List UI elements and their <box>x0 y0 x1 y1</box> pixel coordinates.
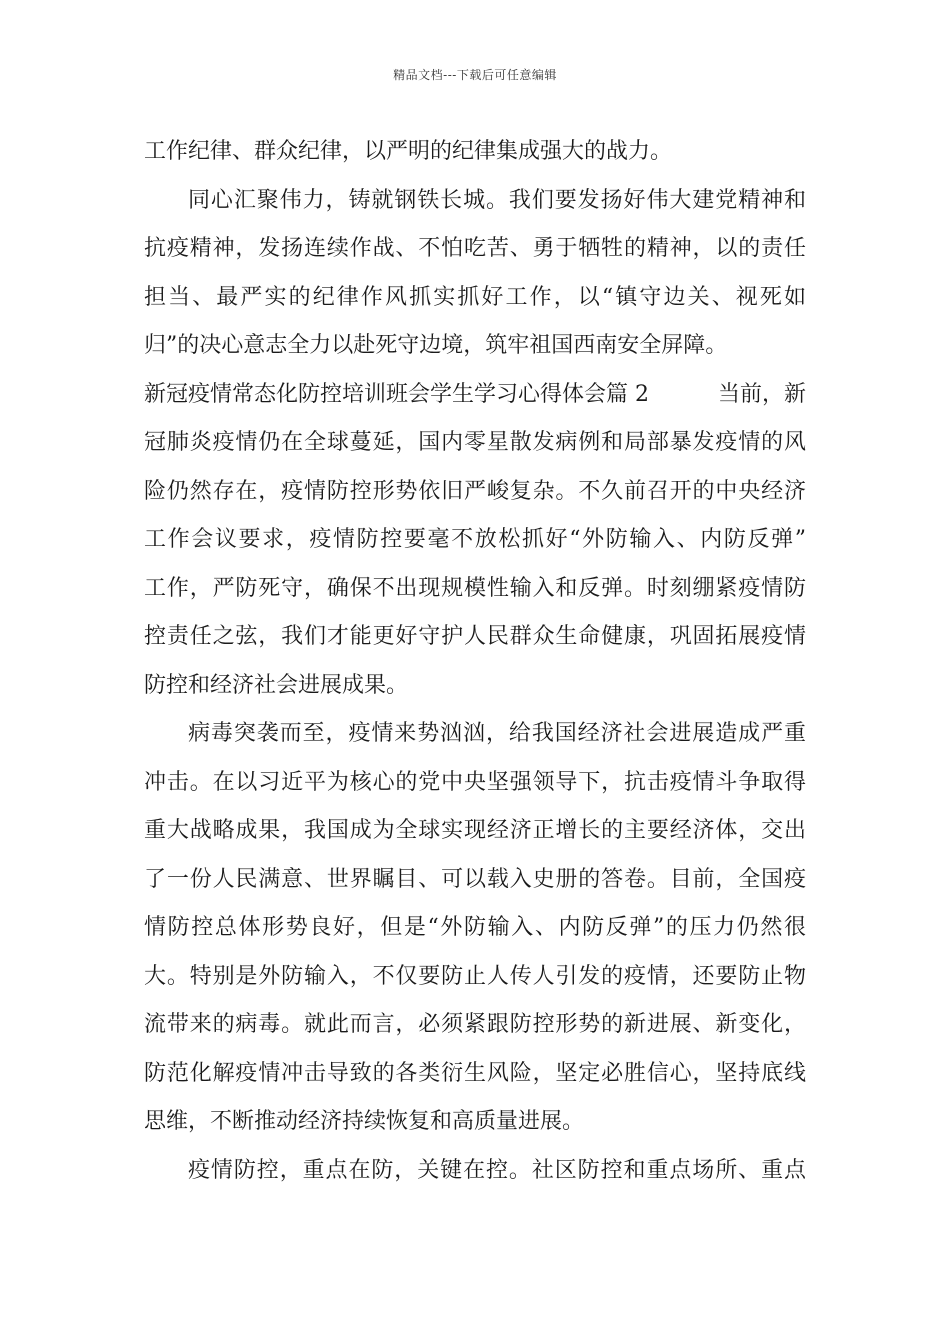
text-line: 冠肺炎疫情仍在全球蔓延，国内零星散发病例和局部暴发疫情的风 <box>144 430 806 455</box>
text-line: 工作会议要求，疫情防控要毫不放松抓好“外防输入、内防反弹” <box>144 527 806 552</box>
text-line: 疫情防控，重点在防，关键在控。社区防控和重点场所、重点 <box>188 1157 806 1183</box>
text-line: 流带来的病毒。就此而言，必须紧跟防控形势的新进展、新变化， <box>144 1012 806 1037</box>
text-line: 大。特别是外防输入，不仅要防止人传人引发的疫情，还要防止物 <box>144 963 806 989</box>
text-line: 重大战略成果，我国成为全球实现经济正增长的主要经济体，交出 <box>144 818 806 843</box>
text-line: 工作，严防死守，确保不出现规模性输入和反弹。时刻绷紧疫情防 <box>144 575 806 601</box>
text-line: 抗疫精神，发扬连续作战、不怕吃苦、勇于牺牲的精神，以的责任 <box>144 236 806 261</box>
paragraph-start: 当前，新 <box>717 381 806 407</box>
section-heading-line <box>144 371 806 420</box>
text-line: 防范化解疫情冲击导致的各类衍生风险，坚定必胜信心，坚持底线 <box>144 1060 806 1086</box>
page-header: 精品文档---下载后可任意编辑 <box>393 68 557 82</box>
text-line: 冲击。在以习近平为核心的党中央坚强领导下，抗击疫情斗争取得 <box>144 769 806 795</box>
text-line: 情防控总体形势良好，但是“外防输入、内防反弹”的压力仍然很 <box>144 915 806 940</box>
text-line: 归”的决心意志全力以赴死守边境，筑牢祖国西南安全屏障。 <box>144 333 728 358</box>
text-line: 担当、最严实的纪律作风抓实抓好工作，以“镇守边关、视死如 <box>144 284 806 310</box>
text-line: 防控和经济社会进展成果。 <box>144 672 409 698</box>
text-line: 了一份人民满意、世界瞩目、可以载入史册的答卷。目前，全国疫 <box>144 866 806 892</box>
text-line: 工作纪律、群众纪律，以严明的纪律集成强大的战力。 <box>144 139 673 164</box>
document-body <box>144 128 806 1195</box>
text-line: 险仍然存在，疫情防控形势依旧严峻复杂。不久前召开的中央经济 <box>144 478 806 504</box>
text-line: 控责任之弦，我们才能更好守护人民群众生命健康，巩固拓展疫情 <box>144 624 806 649</box>
text-line: 同心汇聚伟力，铸就钢铁长城。我们要发扬好伟大建党精神和 <box>188 187 806 213</box>
section-heading: 新冠疫情常态化防控培训班会学生学习心得体会篇 2 <box>144 381 649 407</box>
text-line: 病毒突袭而至，疫情来势汹汹，给我国经济社会进展造成严重 <box>188 721 806 746</box>
text-line: 思维，不断推动经济持续恢复和高质量进展。 <box>144 1109 585 1134</box>
